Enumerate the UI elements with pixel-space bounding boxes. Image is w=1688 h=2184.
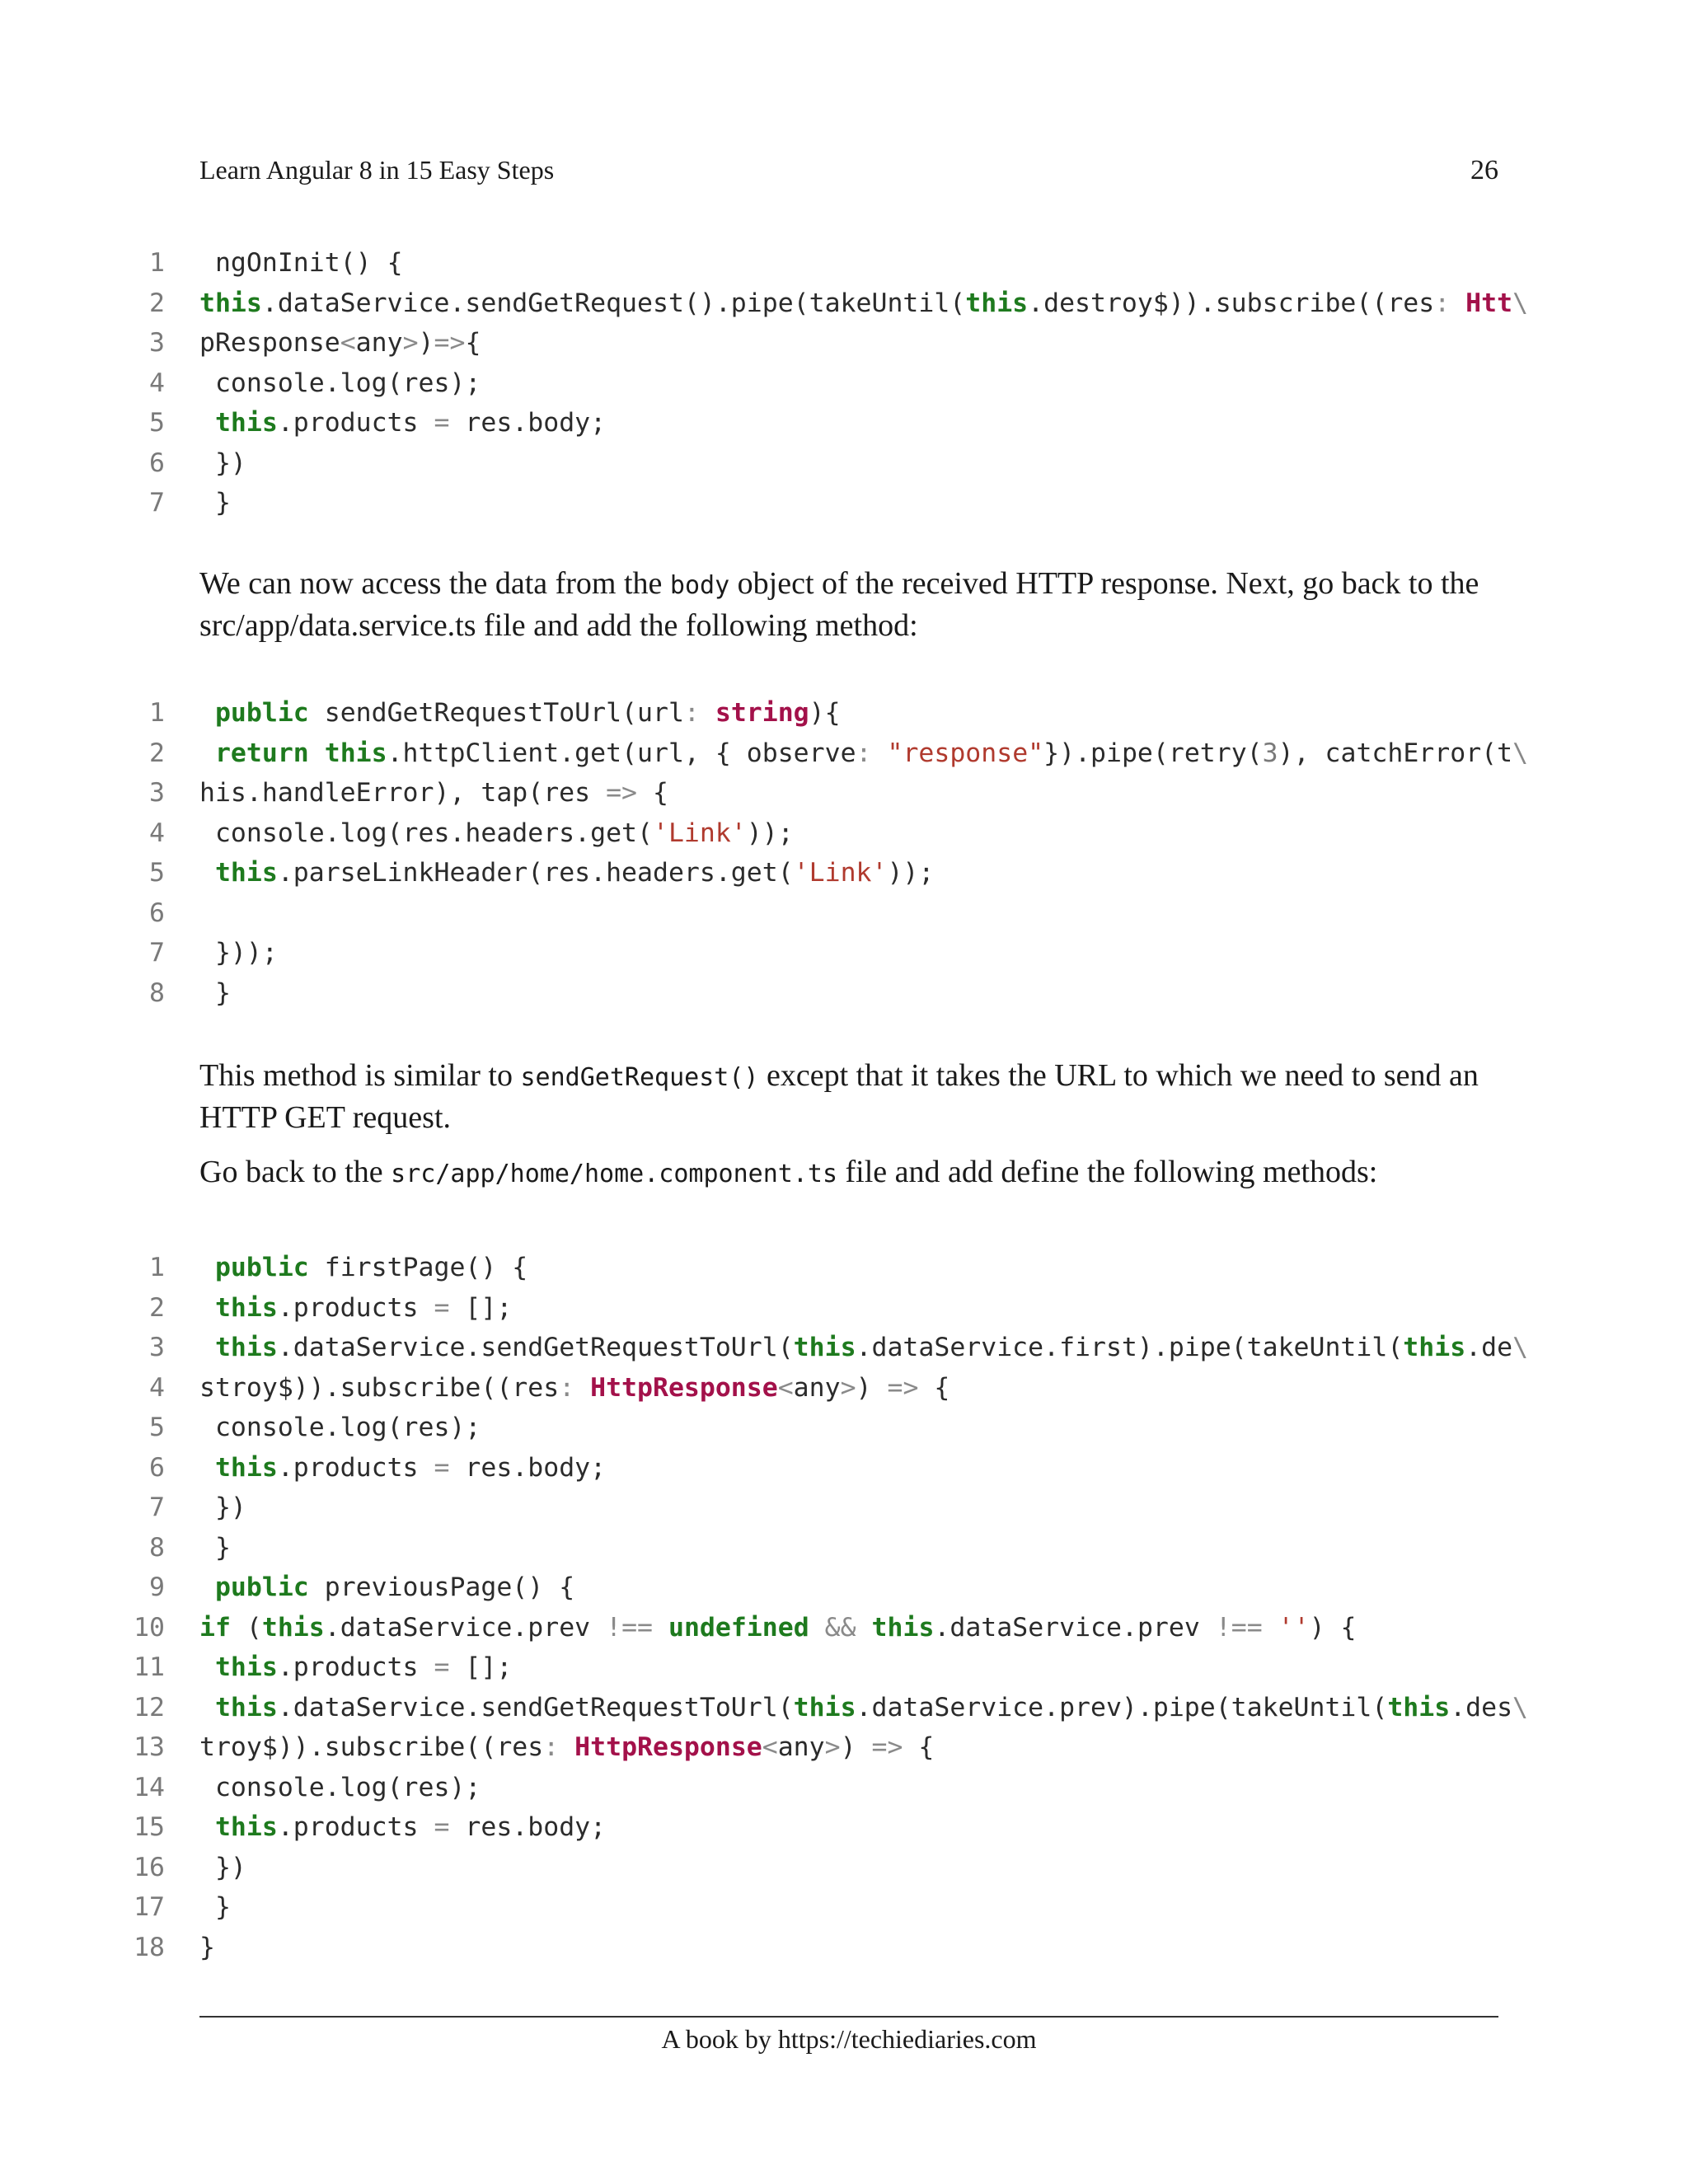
code-text [199,1568,574,1608]
code-token: .dataService.sendGetRequestToUrl( [277,1333,794,1362]
code-text [199,1647,512,1688]
code-token [199,1812,215,1842]
line-number: 7 [149,1493,165,1522]
code-token [199,1253,215,1282]
code-token: this [214,858,278,888]
line-number: 6 [149,448,165,478]
code-token: .de [1465,1333,1513,1362]
paragraph-go-back [199,1152,1498,1194]
code-token: 3 [1262,738,1278,768]
line-number: 6 [149,1452,165,1483]
code-token: .products [277,408,434,438]
code-token: '' [1278,1612,1310,1643]
code-token: : [543,1732,560,1762]
line-number: 16 [134,1852,165,1882]
code-token: \ [1512,738,1529,768]
line-number: 10 [134,1612,165,1643]
code-token: \ [1512,1333,1529,1362]
code-token: []; [449,1292,513,1323]
code-token: ){ [809,698,841,728]
code-token: = [434,1292,450,1323]
code-token: .destroy$)).subscribe((res [1028,288,1435,318]
code-token: res.body; [449,408,607,438]
code-token: ngOnInit() { [199,248,403,278]
code-token [574,1373,590,1403]
code-token: .dataService.prev [934,1612,1216,1643]
code-token: : [1434,288,1451,318]
code-token: res.body; [449,1452,607,1483]
code-token [199,1652,215,1682]
line-number: 4 [149,1372,165,1403]
code-token: this [1403,1333,1466,1362]
code-token: public [214,1253,309,1282]
code-token [856,1613,872,1643]
line-number: 17 [134,1892,165,1922]
code-token: .products [277,1652,434,1682]
code-token: => [887,1372,919,1403]
code-token: this [199,288,262,318]
code-token: ), catchError(t [1278,738,1513,768]
paragraph-text: We can now access the data from the [199,566,670,601]
book-title: Learn Angular 8 in 15 Easy Steps [199,155,555,185]
line-number: 5 [149,408,165,438]
line-number: 5 [149,1413,165,1442]
code-token: .dataService.first).pipe(takeUntil( [856,1333,1404,1362]
line-number: 11 [134,1652,165,1682]
code-text [199,1288,512,1329]
code-token: if [199,1612,231,1643]
line-number: 7 [149,488,165,518]
code-token: }).pipe(retry( [1043,738,1263,768]
paragraph-text: Go back to the [199,1155,392,1189]
code-token: .parseLinkHeader(res.headers.get( [277,858,794,888]
code-token: }) [199,1852,246,1882]
code-token [872,738,888,768]
code-token: { [637,778,668,808]
line-number: 1 [149,698,165,728]
code-token [700,698,715,728]
code-token [653,1613,668,1643]
code-token: }) [199,448,246,478]
code-token: his.handleError), tap(res [199,778,607,808]
code-text [199,483,231,523]
code-token: )); [746,818,794,848]
code-token: => [871,1732,903,1762]
code-token [199,1693,215,1722]
code-token: this [324,738,387,768]
code-token: .dataService.prev).pipe(takeUntil( [856,1692,1388,1722]
code-text [199,243,403,284]
line-number: 15 [134,1812,165,1842]
code-token: this [793,1333,856,1362]
code-token: = [434,1812,450,1842]
code-token: stroy$)).subscribe((res [199,1372,560,1403]
code-token: public [214,1572,309,1602]
code-token: .products [277,1292,434,1323]
code-token: HttpResponse [590,1372,778,1403]
code-token: } [199,1532,231,1563]
code-token: .httpClient.get(url, { observe [387,738,856,768]
line-number: 9 [149,1572,165,1602]
line-number: 7 [149,938,165,968]
code-text [199,284,1528,324]
code-text [199,403,606,443]
code-token: this [214,1452,278,1483]
code-token: ( [230,1612,262,1643]
code-text [199,1688,1528,1728]
code-text [199,1448,606,1488]
line-number: 8 [149,977,165,1008]
code-token: .dataService.prev [324,1612,607,1643]
code-token: > [824,1732,841,1762]
line-number: 1 [149,1253,165,1282]
code-token: { [465,328,481,358]
code-token: HttpResponse [574,1732,762,1762]
code-token [1450,288,1465,318]
code-token: 'Link' [793,858,888,888]
code-token: pResponse [199,328,340,358]
code-token [199,1333,215,1362]
code-token: => [434,328,466,358]
code-token: console.log(res.headers.get( [199,818,653,848]
code-token: = [434,1452,450,1483]
code-token: = [434,1652,450,1682]
code-token: this [214,1812,278,1842]
code-token: : [559,1372,575,1403]
code-token: "response" [887,738,1044,768]
code-token: 'Link' [652,818,747,848]
code-text [199,1328,1528,1368]
inline-code: src/app/home/home.component.ts [391,1160,838,1188]
line-number: 12 [134,1692,165,1722]
line-number: 3 [149,778,165,808]
code-token: public [214,698,309,728]
code-token: console.log(res); [199,368,481,398]
code-text [199,323,481,363]
code-text [199,1848,246,1888]
code-token: .des [1450,1692,1513,1722]
code-token: sendGetRequestToUrl(url [308,698,684,728]
code-token: { [918,1372,950,1403]
code-token: ) [856,1372,888,1403]
code-token: => [606,778,638,808]
line-number: 3 [149,1333,165,1362]
inline-code: body [669,571,730,600]
paragraph-text: object of the received HTTP response. Next, go back to the src/app/data.service.ts file and add the following method: [199,566,1479,643]
code-token: this [793,1692,856,1722]
code-text [199,693,841,733]
code-token: res.body; [449,1812,607,1842]
code-token: && [824,1612,856,1643]
code-token [1263,1613,1278,1643]
line-number: 8 [149,1532,165,1563]
code-token: this [214,1333,278,1362]
code-token: )); [887,858,935,888]
code-text [199,1887,231,1928]
code-token: ) [840,1732,872,1762]
code-token: .dataService.sendGetRequest().pipe(takeUntil( [261,288,966,318]
code-text [199,1768,481,1808]
code-text [199,1608,1357,1648]
code-text [199,973,231,1014]
code-text [199,1807,606,1848]
code-token: !== [606,1612,654,1643]
code-token: this [871,1612,935,1643]
code-token: })); [199,938,278,968]
code-token: any [777,1732,825,1762]
page-header [199,155,1498,193]
code-token: any [355,328,403,358]
code-token: }) [199,1493,246,1522]
code-token: > [402,328,419,358]
code-token [199,738,215,768]
code-text [199,363,481,404]
code-token [309,738,325,768]
code-text [199,1248,528,1288]
code-text [199,853,934,893]
code-token: this [214,1692,278,1722]
code-token: : [856,738,872,768]
page-footer: A book by https://techiediaries.com [661,2024,1037,2054]
code-token: undefined [668,1612,809,1643]
inline-code: sendGetRequest() [520,1063,759,1092]
code-text [199,1727,934,1768]
code-token: .products [277,1812,434,1842]
line-number: 2 [149,1292,165,1323]
code-token: []; [449,1652,513,1682]
code-token: this [214,1292,278,1323]
code-token: troy$)).subscribe((res [199,1732,544,1762]
code-token: .dataService.sendGetRequestToUrl( [277,1692,794,1722]
code-token: this [214,408,278,438]
paragraph-method-similar [199,1056,1498,1137]
code-token [559,1732,574,1762]
code-token: } [199,488,231,518]
code-text [199,1928,215,1968]
code-token: string [715,698,809,728]
code-token: .products [277,1452,434,1483]
code-text [199,443,246,484]
code-token [809,1613,825,1643]
code-text [199,1528,231,1568]
line-number: 5 [149,858,165,888]
code-token: } [199,1892,231,1922]
code-token: firstPage() { [308,1253,528,1282]
paragraph-text: file and add define the following methods: [837,1155,1378,1189]
code-token: < [340,328,356,358]
code-token: ) [418,328,434,358]
code-token: this [1387,1692,1451,1722]
line-number: 1 [149,248,165,278]
code-token: any [793,1372,841,1403]
code-token: this [261,1612,325,1643]
code-text [199,933,278,973]
code-text [199,813,794,854]
code-token: > [840,1372,856,1403]
code-token [199,1572,215,1602]
line-number: 14 [134,1772,165,1802]
code-token: console.log(res); [199,1413,481,1442]
code-token: previousPage() { [308,1572,575,1602]
line-number: 6 [149,898,165,928]
code-token: this [965,288,1029,318]
code-text [199,733,1528,774]
line-number: 4 [149,818,165,848]
paragraph-text: except that it takes the URL to which we need to send an HTTP GET request. [199,1058,1479,1135]
line-number: 13 [134,1732,165,1762]
footer-divider [199,2016,1498,2018]
code-token: console.log(res); [199,1772,481,1802]
code-token: } [199,1932,215,1962]
code-token [199,1453,215,1483]
code-token: } [199,977,231,1008]
code-token [199,1293,215,1323]
code-text [199,1368,950,1408]
code-text [199,1408,481,1448]
page-number: 26 [1470,155,1498,185]
code-text [199,773,668,813]
line-number: 2 [149,738,165,768]
code-token: this [214,1652,278,1682]
code-token: = [434,408,450,438]
line-number: 4 [149,368,165,398]
paragraph-body-access [199,564,1498,645]
code-token: { [903,1732,935,1762]
code-token: return [214,738,309,768]
paragraph-text: This method is similar to [199,1058,521,1093]
code-token: \ [1512,1692,1529,1722]
code-token [199,858,215,888]
code-token: \ [1512,288,1529,318]
code-token: !== [1215,1612,1263,1643]
code-token: Htt [1465,288,1513,318]
code-token [199,408,215,438]
code-token [199,698,215,728]
code-token: < [762,1732,778,1762]
code-token: ) { [1309,1612,1357,1643]
code-text [199,1488,246,1528]
code-token: < [777,1372,794,1403]
line-number: 3 [149,328,165,358]
line-number: 18 [134,1932,165,1962]
line-number: 2 [149,288,165,318]
code-token: : [683,698,700,728]
